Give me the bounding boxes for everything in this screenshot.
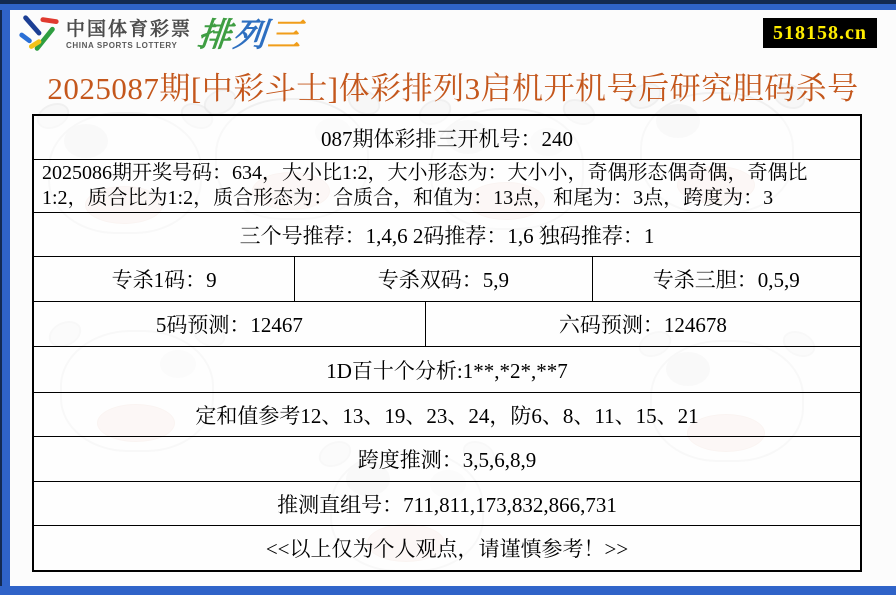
table-row-predictions	[34, 301, 860, 346]
product-char: 列	[231, 16, 271, 53]
recommend-text: 三个号推荐：1,4,6 2码推荐：1,6 独码推荐：1	[239, 223, 655, 248]
table-row-recommend	[34, 212, 860, 256]
table-row-last-draw	[34, 159, 860, 212]
direct-groups-text: 推测直组号：711,811,173,832,866,731	[277, 492, 617, 517]
logo-en-name: CHINA SPORTS LOTTERY	[66, 41, 178, 50]
table-row-kill-codes	[34, 256, 860, 301]
table-row-span-prediction	[34, 436, 860, 481]
kill-two-codes: 专杀双码：5,9	[294, 257, 591, 301]
logo-text	[66, 19, 192, 51]
table-row-kaiji-number	[34, 116, 860, 159]
header	[10, 10, 896, 60]
kill-three-codes: 专杀三胆：0,5,9	[592, 257, 860, 301]
table-row-sum-reference	[34, 392, 860, 436]
one-d-analysis-text: 1D百十个分析:1**,*2*,**7	[326, 358, 568, 383]
kaiji-number-text: 087期体彩排三开机号：240	[321, 126, 573, 151]
sum-reference-text: 定和值参考12、13、19、23、24，防6、8、11、15、21	[195, 403, 699, 428]
logo-cn-name: 中国体育彩票	[66, 19, 193, 40]
last-draw-text: 2025086期开奖号码：634，大小比1:2，大小形态为：大小小，奇偶形态偶奇偶，奇偶比1:2，质合比为1:2，质合形态为：合质合，和值为：13点，和尾为：3点，跨度为：3	[42, 162, 808, 209]
content	[10, 0, 896, 572]
page-frame-bottom	[0, 586, 896, 595]
product-char: 三	[266, 16, 306, 53]
product-name-pailie3	[196, 12, 306, 58]
table-row-direct-groups	[34, 481, 860, 525]
table-row-1d-analysis	[34, 346, 860, 392]
span-prediction-text: 跨度推测：3,5,6,8,9	[357, 448, 537, 472]
page-frame-top-blue	[0, 4, 896, 10]
prediction-table	[32, 114, 862, 572]
disclaimer-text: <<以上仅为个人观点，请谨慎参考！>>	[265, 537, 629, 561]
page-frame-left	[0, 0, 10, 595]
china-sports-lottery-logo[interactable]	[16, 12, 306, 58]
five-code-prediction: 5码预测：12467	[155, 313, 303, 337]
product-char: 排	[196, 16, 236, 53]
table-row-disclaimer	[34, 525, 860, 570]
sports-lottery-emblem-icon	[16, 12, 62, 58]
page-title: 2025087期[中彩斗士]体彩排列3启机开机号后研究胆码杀号	[47, 71, 859, 106]
site-url-badge: 518158.cn	[763, 18, 877, 48]
six-code-prediction: 六码预测：124678	[425, 302, 860, 346]
kill-one-code: 专杀1码：9	[111, 268, 217, 292]
